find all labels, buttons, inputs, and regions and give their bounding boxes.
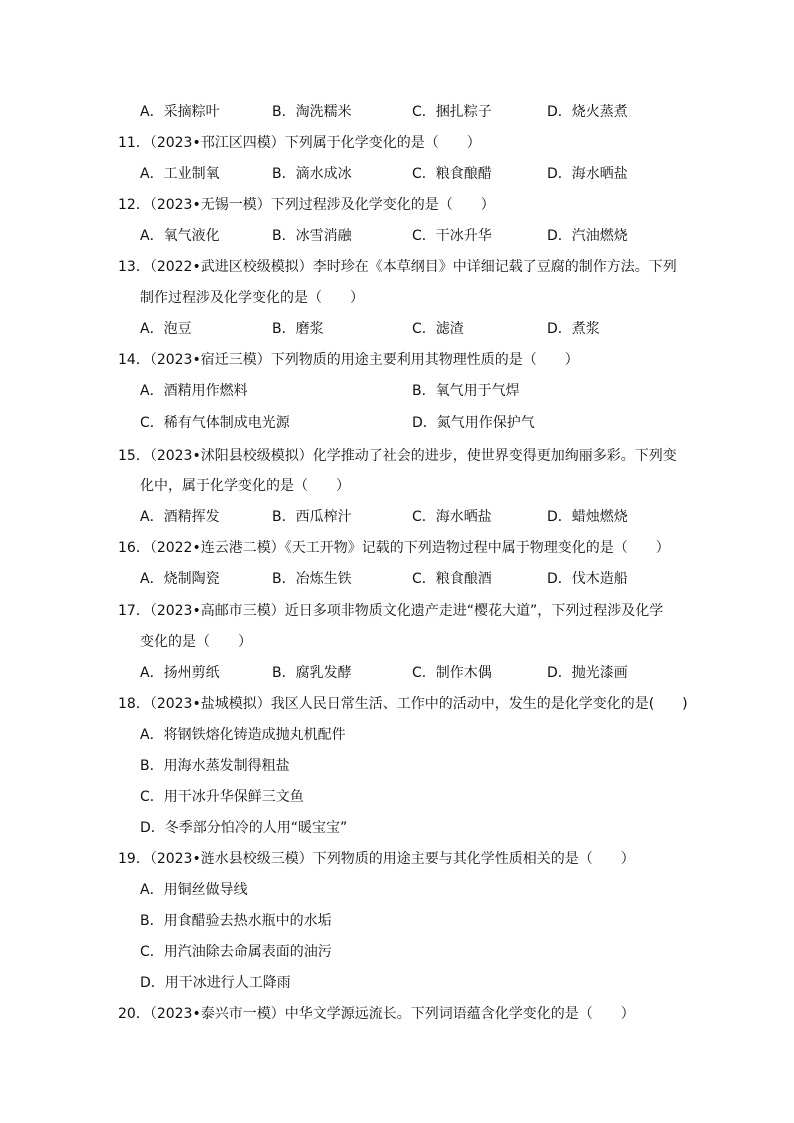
question-stem: 17．（2023•高邮市三模）近日多项非物质文化遗产走进“樱花大道”，下列过程涉及化学 [118,603,664,619]
question-line [0,445,794,467]
question-line [0,600,794,622]
question-stem: 18．（2023•盐城模拟）我区人民日常生活、工作中的活动中，发生的是化学变化的是( ) [118,696,688,712]
question-stem: 14．（2023•宿迁三模）下列物质的用途主要利用其物理性质的是（ ） [118,352,579,368]
options-row [0,755,794,777]
question-line [0,287,794,309]
question-stem-continued: 变化的是（ ） [140,634,252,650]
option-a: A．氧气液化 [140,228,220,244]
option-b: B．西瓜榨汁 [272,509,352,525]
option-d: D．煮浆 [547,321,600,337]
options-row [0,568,794,590]
option-b: D．氮气用作保护气 [412,415,535,431]
option-full-line: A．将钢铁熔化铸造成抛丸机配件 [140,727,346,743]
option-d: D．蜡烛燃烧 [547,509,628,525]
options-row [0,910,794,932]
question-line [0,475,794,497]
question-stem: 19．（2023•涟水县校级三模）下列物质的用途主要与其化学性质相关的是（ ） [118,851,635,867]
option-b: B．冶炼生铁 [272,571,352,587]
question-stem: 11．（2023•邗江区四模）下列属于化学变化的是（ ） [118,135,481,151]
question-line [0,132,794,154]
option-d: D．烧火蒸煮 [547,104,628,120]
option-c: C．制作木偶 [412,665,492,681]
options-row [0,101,794,123]
options-row [0,380,794,402]
options-row [0,412,794,434]
option-full-line: D．冬季部分怕冷的人用“暖宝宝” [140,820,348,836]
question-line [0,848,794,870]
question-line [0,194,794,216]
question-line [0,693,794,715]
options-row [0,662,794,684]
question-line [0,537,794,559]
question-stem: 20．（2023•泰兴市一模）中华文学源远流长。下列词语蕴含化学变化的是（ ） [118,1006,635,1022]
question-line [0,256,794,278]
option-b: B．滴水成冰 [272,166,352,182]
option-a: A．酒精挥发 [140,509,220,525]
option-a: A．泡豆 [140,321,192,337]
options-row [0,506,794,528]
option-b: B．磨浆 [272,321,324,337]
option-c: C．捆扎粽子 [412,104,492,120]
option-a: A．采摘粽叶 [140,104,220,120]
question-line [0,349,794,371]
question-stem: 16．（2022•连云港二模）《天工开物》记载的下列造物过程中属于物理变化的是（ ） [118,540,670,556]
options-row [0,817,794,839]
option-c: C．粮食酿酒 [412,571,492,587]
option-a: A．工业制氧 [140,166,220,182]
options-row [0,318,794,340]
option-b: B．淘洗糯米 [272,104,352,120]
option-a: A．扬州剪纸 [140,665,220,681]
option-c: C．海水晒盐 [412,509,492,525]
option-a: A．烧制陶瓷 [140,571,220,587]
option-c: C．粮食酿醋 [412,166,492,182]
option-full-line: C．用汽油除去命属表面的油污 [140,944,332,960]
option-c: C．干冰升华 [412,228,492,244]
question-line [0,1003,794,1025]
option-d: D．伐木造船 [547,571,628,587]
option-full-line: A．用铜丝做导线 [140,882,248,898]
option-d: D．汽油燃烧 [547,228,628,244]
option-full-line: B．用海水蒸发制得粗盐 [140,758,290,774]
question-stem: 15．（2023•沭阳县校级模拟）化学推动了社会的进步，使世界变得更加绚丽多彩。下列变 [118,448,677,464]
options-row [0,163,794,185]
option-full-line: B．用食醋验去热水瓶中的水垢 [140,913,332,929]
options-row [0,724,794,746]
option-full-line: C．用干冰升华保鲜三文鱼 [140,789,304,805]
option-a: A．酒精用作燃料 [140,383,248,399]
option-c: C．滤渣 [412,321,464,337]
options-row [0,941,794,963]
option-b: B．氧气用于气焊 [412,383,520,399]
option-d: D．海水晒盐 [547,166,628,182]
option-a: C．稀有气体制成电光源 [140,415,290,431]
option-b: B．腐乳发酵 [272,665,352,681]
options-row [0,972,794,994]
question-stem: 12．（2023•无锡一模）下列过程涉及化学变化的是（ ） [118,197,495,213]
option-d: D．抛光漆画 [547,665,628,681]
option-full-line: D．用干冰进行人工降雨 [140,975,291,991]
question-stem: 13．（2022•武进区校级模拟）李时珍在《本草纲目》中详细记载了豆腐的制作方法。下列 [118,259,677,275]
question-stem-continued: 化中，属于化学变化的是（ ） [140,478,350,494]
options-row [0,879,794,901]
options-row [0,786,794,808]
option-b: B．冰雪消融 [272,228,352,244]
question-line [0,631,794,653]
options-row [0,225,794,247]
question-stem-continued: 制作过程涉及化学变化的是（ ） [140,290,364,306]
